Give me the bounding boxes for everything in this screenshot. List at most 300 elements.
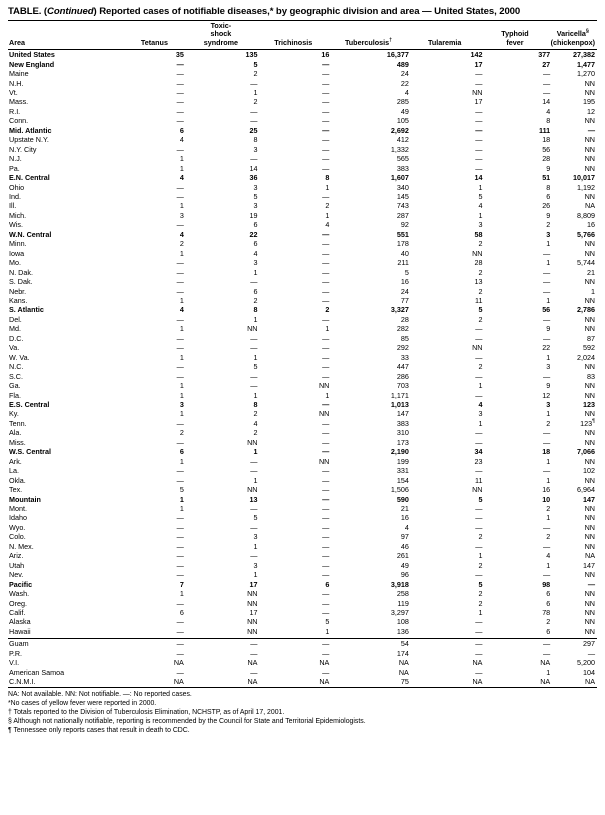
- row-value: 592: [583, 343, 595, 353]
- row-value: 292: [396, 343, 409, 353]
- table-header: [8, 21, 597, 49]
- row-value: NA: [398, 658, 409, 668]
- row-value: 4: [478, 201, 483, 211]
- row-value: —: [322, 447, 330, 457]
- row-value: 2: [478, 598, 483, 608]
- row-value: —: [322, 494, 330, 504]
- row-value: —: [475, 371, 483, 381]
- table-body-wrap: [8, 50, 597, 636]
- row-value: 2: [478, 589, 483, 599]
- row-area-label: Conn.: [9, 116, 29, 126]
- row-value: 119: [397, 598, 409, 608]
- row-value: 331: [396, 466, 409, 476]
- row-value: —: [543, 522, 551, 532]
- row-value: 1: [253, 314, 258, 324]
- row-value: 2: [546, 220, 551, 230]
- row-value: 1: [478, 551, 483, 561]
- table-title-continued: Continued: [47, 6, 94, 17]
- row-value: NN: [584, 277, 595, 287]
- row-value: —: [322, 551, 330, 561]
- row-value: 85: [400, 333, 409, 343]
- row-value: 12: [542, 390, 551, 400]
- row-value: —: [322, 343, 330, 353]
- row-value: 28: [400, 314, 409, 324]
- row-value: NA: [540, 658, 551, 668]
- row-value: —: [176, 551, 184, 561]
- row-value: NA: [247, 658, 258, 668]
- row-area-label: La.: [9, 466, 19, 476]
- row-value: —: [475, 390, 483, 400]
- row-value: NN: [584, 154, 595, 164]
- row-value: —: [250, 116, 258, 126]
- row-value: 27: [542, 59, 551, 69]
- row-value: —: [176, 639, 184, 649]
- table-row: [8, 400, 597, 409]
- row-value: —: [250, 466, 258, 476]
- row-value: 14: [474, 173, 483, 183]
- row-area-label: E.N. Central: [9, 173, 50, 183]
- row-value: 87: [587, 333, 595, 343]
- row-area-label: Va.: [9, 343, 20, 353]
- row-value: 3: [546, 399, 551, 409]
- row-value: 7,066: [577, 447, 595, 457]
- row-value: 3: [478, 220, 483, 230]
- row-value: 2: [546, 617, 551, 627]
- row-value: 2,692: [390, 125, 409, 135]
- row-value: —: [176, 182, 184, 192]
- table-row: [8, 532, 597, 541]
- row-value: 3: [253, 182, 258, 192]
- row-value: NN: [584, 362, 595, 372]
- table-row: [8, 249, 597, 258]
- row-area-label: American Samoa: [9, 667, 65, 677]
- row-value: 412: [396, 135, 409, 145]
- row-value: NN: [318, 456, 330, 466]
- row-area-label: W.N. Central: [9, 229, 52, 239]
- row-value: —: [543, 648, 551, 658]
- row-value: 1: [546, 513, 551, 523]
- row-value: —: [322, 69, 330, 79]
- row-value: 4: [179, 135, 184, 145]
- row-value: —: [250, 551, 258, 561]
- row-area-label: Mont.: [9, 503, 27, 513]
- row-value: 75: [400, 677, 409, 687]
- row-value: —: [176, 532, 184, 542]
- row-value: 102: [583, 466, 595, 476]
- row-value: —: [176, 418, 184, 428]
- table-row: [8, 658, 597, 667]
- row-value: 135: [245, 50, 258, 60]
- row-value: 6: [179, 447, 184, 457]
- row-value: 11: [474, 296, 483, 305]
- row-value: —: [176, 69, 184, 79]
- row-value: 2: [179, 428, 184, 438]
- row-value: 5: [325, 617, 330, 627]
- table-row: [8, 381, 597, 390]
- row-value: —: [543, 267, 551, 277]
- row-value: —: [322, 648, 330, 658]
- row-value: NN: [584, 409, 595, 419]
- row-value: NN: [247, 617, 258, 627]
- row-value: —: [250, 381, 258, 391]
- row-value: 6: [253, 286, 258, 296]
- table-row: [8, 428, 597, 437]
- row-value: —: [475, 144, 483, 154]
- row-value: —: [176, 258, 184, 268]
- row-value: —: [322, 589, 330, 599]
- col-header-tuberculosis: Tuberculosis†: [344, 37, 393, 47]
- row-value: NN: [318, 381, 330, 391]
- row-value: —: [543, 541, 551, 551]
- row-value: 4: [253, 418, 258, 428]
- row-value: 4: [546, 106, 551, 116]
- row-area-label: Oreg.: [9, 598, 27, 608]
- row-area-label: N. Dak.: [9, 267, 33, 277]
- row-value: —: [543, 333, 551, 343]
- row-value: 16: [321, 50, 330, 60]
- row-value: 36: [249, 173, 258, 183]
- row-area-label: N.J.: [9, 154, 22, 164]
- row-value: 1: [546, 560, 551, 570]
- row-value: —: [322, 333, 330, 343]
- table-row: [8, 668, 597, 677]
- row-value: 142: [470, 50, 483, 60]
- row-value: —: [475, 626, 483, 636]
- row-area-label: Alaska: [9, 617, 31, 627]
- row-value: 3,297: [390, 607, 409, 617]
- territory-table: [8, 639, 597, 686]
- row-area-label: New England: [9, 59, 55, 69]
- table-row: [8, 513, 597, 522]
- row-value: —: [587, 579, 595, 589]
- row-area-label: United States: [9, 50, 55, 60]
- row-value: 13: [249, 494, 258, 504]
- table-row: [8, 617, 597, 626]
- table-row: [8, 447, 597, 456]
- row-value: 3: [478, 409, 483, 419]
- table-row: [8, 466, 597, 475]
- table-row: [8, 268, 597, 277]
- row-value: NN: [247, 626, 258, 636]
- row-value: 1: [546, 296, 551, 305]
- table-row: [8, 677, 597, 686]
- row-value: 1,171: [390, 390, 409, 400]
- table-row: [8, 608, 597, 617]
- row-value: —: [322, 125, 330, 135]
- row-value: 3: [253, 532, 258, 542]
- row-value: 2: [478, 267, 483, 277]
- table-row: [8, 116, 597, 125]
- row-value: —: [475, 466, 483, 476]
- row-value: 11: [474, 475, 483, 485]
- header-row: [8, 21, 597, 49]
- row-value: 96: [400, 570, 409, 580]
- row-value: 145: [396, 192, 409, 202]
- row-value: —: [322, 532, 330, 542]
- col-header-tetanus: Tetanus: [140, 37, 168, 47]
- row-value: 4: [478, 399, 483, 409]
- row-value: 1: [546, 352, 551, 362]
- row-value: 33: [400, 352, 409, 362]
- row-area-label: Idaho: [9, 513, 27, 523]
- row-area-label: Guam: [9, 639, 29, 649]
- row-area-label: P.R.: [9, 648, 23, 658]
- row-value: NN: [584, 626, 595, 636]
- table-row: [8, 201, 597, 210]
- row-value: 1: [478, 607, 483, 617]
- row-area-label: Tenn.: [9, 418, 27, 428]
- table-row: [8, 353, 597, 362]
- row-value: —: [176, 192, 184, 202]
- row-value: 9: [546, 381, 551, 391]
- row-value: —: [250, 522, 258, 532]
- row-value: 108: [396, 617, 409, 627]
- row-value: 4: [179, 173, 184, 183]
- row-value: —: [176, 314, 184, 324]
- row-area-label: D.C.: [9, 333, 24, 343]
- row-value: 28: [542, 154, 551, 164]
- row-value: —: [322, 522, 330, 532]
- row-value: 1,506: [390, 485, 409, 495]
- row-value: 26: [542, 201, 551, 211]
- row-value: —: [322, 466, 330, 476]
- row-area-label: N.C.: [9, 362, 24, 372]
- row-value: —: [475, 352, 483, 362]
- table-row: [8, 277, 597, 286]
- row-value: —: [176, 598, 184, 608]
- row-value: NA: [585, 201, 595, 211]
- table-row: [8, 69, 597, 78]
- table-row: [8, 495, 597, 504]
- row-value: —: [322, 88, 330, 98]
- row-value: 19: [249, 210, 258, 220]
- row-area-label: Tex.: [9, 485, 23, 495]
- row-value: —: [176, 667, 184, 677]
- table-row: [8, 639, 597, 648]
- row-value: 5: [478, 579, 483, 589]
- row-value: 147: [583, 560, 595, 570]
- row-area-label: Wash.: [9, 589, 30, 599]
- row-value: 1: [478, 381, 483, 391]
- row-value: 1: [478, 418, 483, 428]
- row-value: 1: [325, 390, 330, 400]
- row-value: 7: [179, 579, 184, 589]
- row-value: 4: [325, 220, 330, 230]
- footnotes: [8, 690, 597, 736]
- row-value: NA: [173, 677, 184, 687]
- row-value: 5: [404, 267, 409, 277]
- row-value: 1: [179, 503, 184, 513]
- row-value: —: [176, 437, 184, 447]
- row-value: —: [543, 466, 551, 476]
- row-value: —: [475, 163, 483, 173]
- row-value: 1: [546, 667, 551, 677]
- row-value: —: [475, 503, 483, 513]
- row-value: —: [322, 475, 330, 485]
- row-value: 97: [400, 532, 409, 542]
- row-value: 2: [546, 418, 551, 428]
- table-row: [8, 504, 597, 513]
- row-value: —: [176, 220, 184, 230]
- row-value: NN: [584, 88, 595, 98]
- row-area-label: Md.: [9, 324, 21, 334]
- row-value: 1: [253, 390, 258, 400]
- row-value: 1: [179, 494, 184, 504]
- row-value: 8: [325, 173, 330, 183]
- table-row: [8, 239, 597, 248]
- row-value: —: [543, 78, 551, 88]
- table-row: [8, 145, 597, 154]
- table-row: [8, 523, 597, 532]
- row-value: NN: [584, 163, 595, 173]
- footnote-3: † Totals reported to the Division of Tuberculosis Elimination, NCHSTP, as of April 17, 2001.: [8, 708, 285, 716]
- row-value: 178: [396, 239, 409, 249]
- row-value: —: [543, 570, 551, 580]
- row-value: —: [475, 437, 483, 447]
- table-row: [8, 542, 597, 551]
- row-area-label: Ohio: [9, 182, 25, 192]
- row-value: 1: [179, 296, 184, 305]
- row-value: 2: [253, 409, 258, 419]
- row-value: 98: [542, 579, 551, 589]
- row-value: —: [176, 343, 184, 353]
- row-value: NN: [584, 532, 595, 542]
- row-value: 8: [546, 116, 551, 126]
- row-value: 1: [253, 447, 258, 457]
- row-value: 17: [249, 607, 258, 617]
- row-value: 18: [542, 135, 551, 145]
- table-row: [8, 419, 597, 428]
- row-value: 383: [396, 418, 409, 428]
- row-value: —: [322, 371, 330, 381]
- row-value: —: [322, 135, 330, 145]
- row-value: 703: [396, 381, 409, 391]
- table-row: [8, 372, 597, 381]
- row-value: 9: [546, 210, 551, 220]
- row-value: —: [322, 667, 330, 677]
- row-value: —: [475, 154, 483, 164]
- row-value: NN: [584, 617, 595, 627]
- row-value: 5,200: [577, 658, 595, 668]
- footnote-5: ¶ Tennessee only reports cases that result in death to CDC.: [8, 727, 190, 735]
- table-row: [8, 457, 597, 466]
- row-value: NN: [584, 598, 595, 608]
- row-value: —: [176, 106, 184, 116]
- row-value: 16,377: [386, 50, 409, 60]
- row-area-label: Miss.: [9, 437, 26, 447]
- row-area-label: Hawaii: [9, 626, 31, 636]
- row-value: 199: [396, 456, 409, 466]
- row-value: 4: [404, 522, 409, 532]
- row-value: 3,327: [390, 305, 409, 315]
- row-value: 2: [179, 239, 184, 249]
- row-value: NN: [584, 324, 595, 334]
- row-value: 9: [546, 163, 551, 173]
- row-value: —: [250, 456, 258, 466]
- row-value: 4: [546, 551, 551, 561]
- row-value: 2: [478, 560, 483, 570]
- row-value: —: [543, 437, 551, 447]
- row-value: 1: [179, 163, 184, 173]
- row-value: 1: [253, 541, 258, 551]
- row-value: —: [475, 667, 483, 677]
- row-value: 105: [396, 116, 409, 126]
- row-value: —: [176, 277, 184, 287]
- row-value: —: [250, 503, 258, 513]
- row-area-label: C.N.M.I.: [9, 677, 36, 687]
- row-value: —: [322, 560, 330, 570]
- row-value: NN: [584, 437, 595, 447]
- row-value: —: [587, 125, 595, 135]
- table-row: [8, 192, 597, 201]
- row-value: —: [176, 59, 184, 69]
- row-value: —: [176, 88, 184, 98]
- row-value: —: [250, 639, 258, 649]
- row-value: 5: [253, 513, 258, 523]
- table-row: [8, 324, 597, 333]
- table-title: [8, 6, 597, 18]
- row-value: NA: [585, 677, 595, 687]
- row-area-label: Ga.: [9, 381, 21, 391]
- row-value: 147: [396, 409, 409, 419]
- row-value: 1: [179, 409, 184, 419]
- row-value: NA: [398, 667, 409, 677]
- row-value: —: [322, 399, 330, 409]
- row-area-label: Maine: [9, 69, 29, 79]
- row-value: 1: [253, 352, 258, 362]
- row-value: 1: [179, 381, 184, 391]
- row-value: NN: [318, 409, 330, 419]
- row-area-label: N. Mex.: [9, 541, 34, 551]
- table-row: [8, 154, 597, 163]
- row-value: 22: [249, 229, 258, 239]
- row-value: 34: [474, 447, 483, 457]
- row-value: —: [322, 418, 330, 428]
- table-row: [8, 589, 597, 598]
- table-row: [8, 438, 597, 447]
- row-value: 1,607: [390, 173, 409, 183]
- row-value: —: [322, 296, 330, 305]
- row-value: 92: [400, 220, 409, 230]
- row-value: 286: [396, 371, 409, 381]
- row-value: NN: [584, 314, 595, 324]
- row-value: —: [176, 570, 184, 580]
- table-row: [8, 107, 597, 116]
- table-row: [8, 97, 597, 106]
- row-value: 1: [478, 210, 483, 220]
- row-value: NN: [584, 589, 595, 599]
- row-value: 16: [542, 485, 551, 495]
- row-value: 136: [396, 626, 409, 636]
- row-value: 1,332: [390, 144, 409, 154]
- row-value: —: [250, 371, 258, 381]
- row-value: 2: [253, 296, 258, 305]
- row-area-label: N.Y. City: [9, 144, 37, 154]
- row-area-label: Utah: [9, 560, 25, 570]
- row-value: 1: [325, 210, 330, 220]
- notifiable-diseases-table: [8, 21, 597, 49]
- row-value: NN: [584, 239, 595, 249]
- row-value: —: [176, 144, 184, 154]
- table-row: [8, 485, 597, 494]
- row-value: NN: [472, 88, 483, 98]
- row-area-label: Mountain: [9, 494, 41, 504]
- row-area-label: Pa.: [9, 163, 20, 173]
- row-value: 1: [179, 352, 184, 362]
- row-value: 10: [542, 494, 551, 504]
- row-value: —: [176, 333, 184, 343]
- row-value: 1: [546, 258, 551, 268]
